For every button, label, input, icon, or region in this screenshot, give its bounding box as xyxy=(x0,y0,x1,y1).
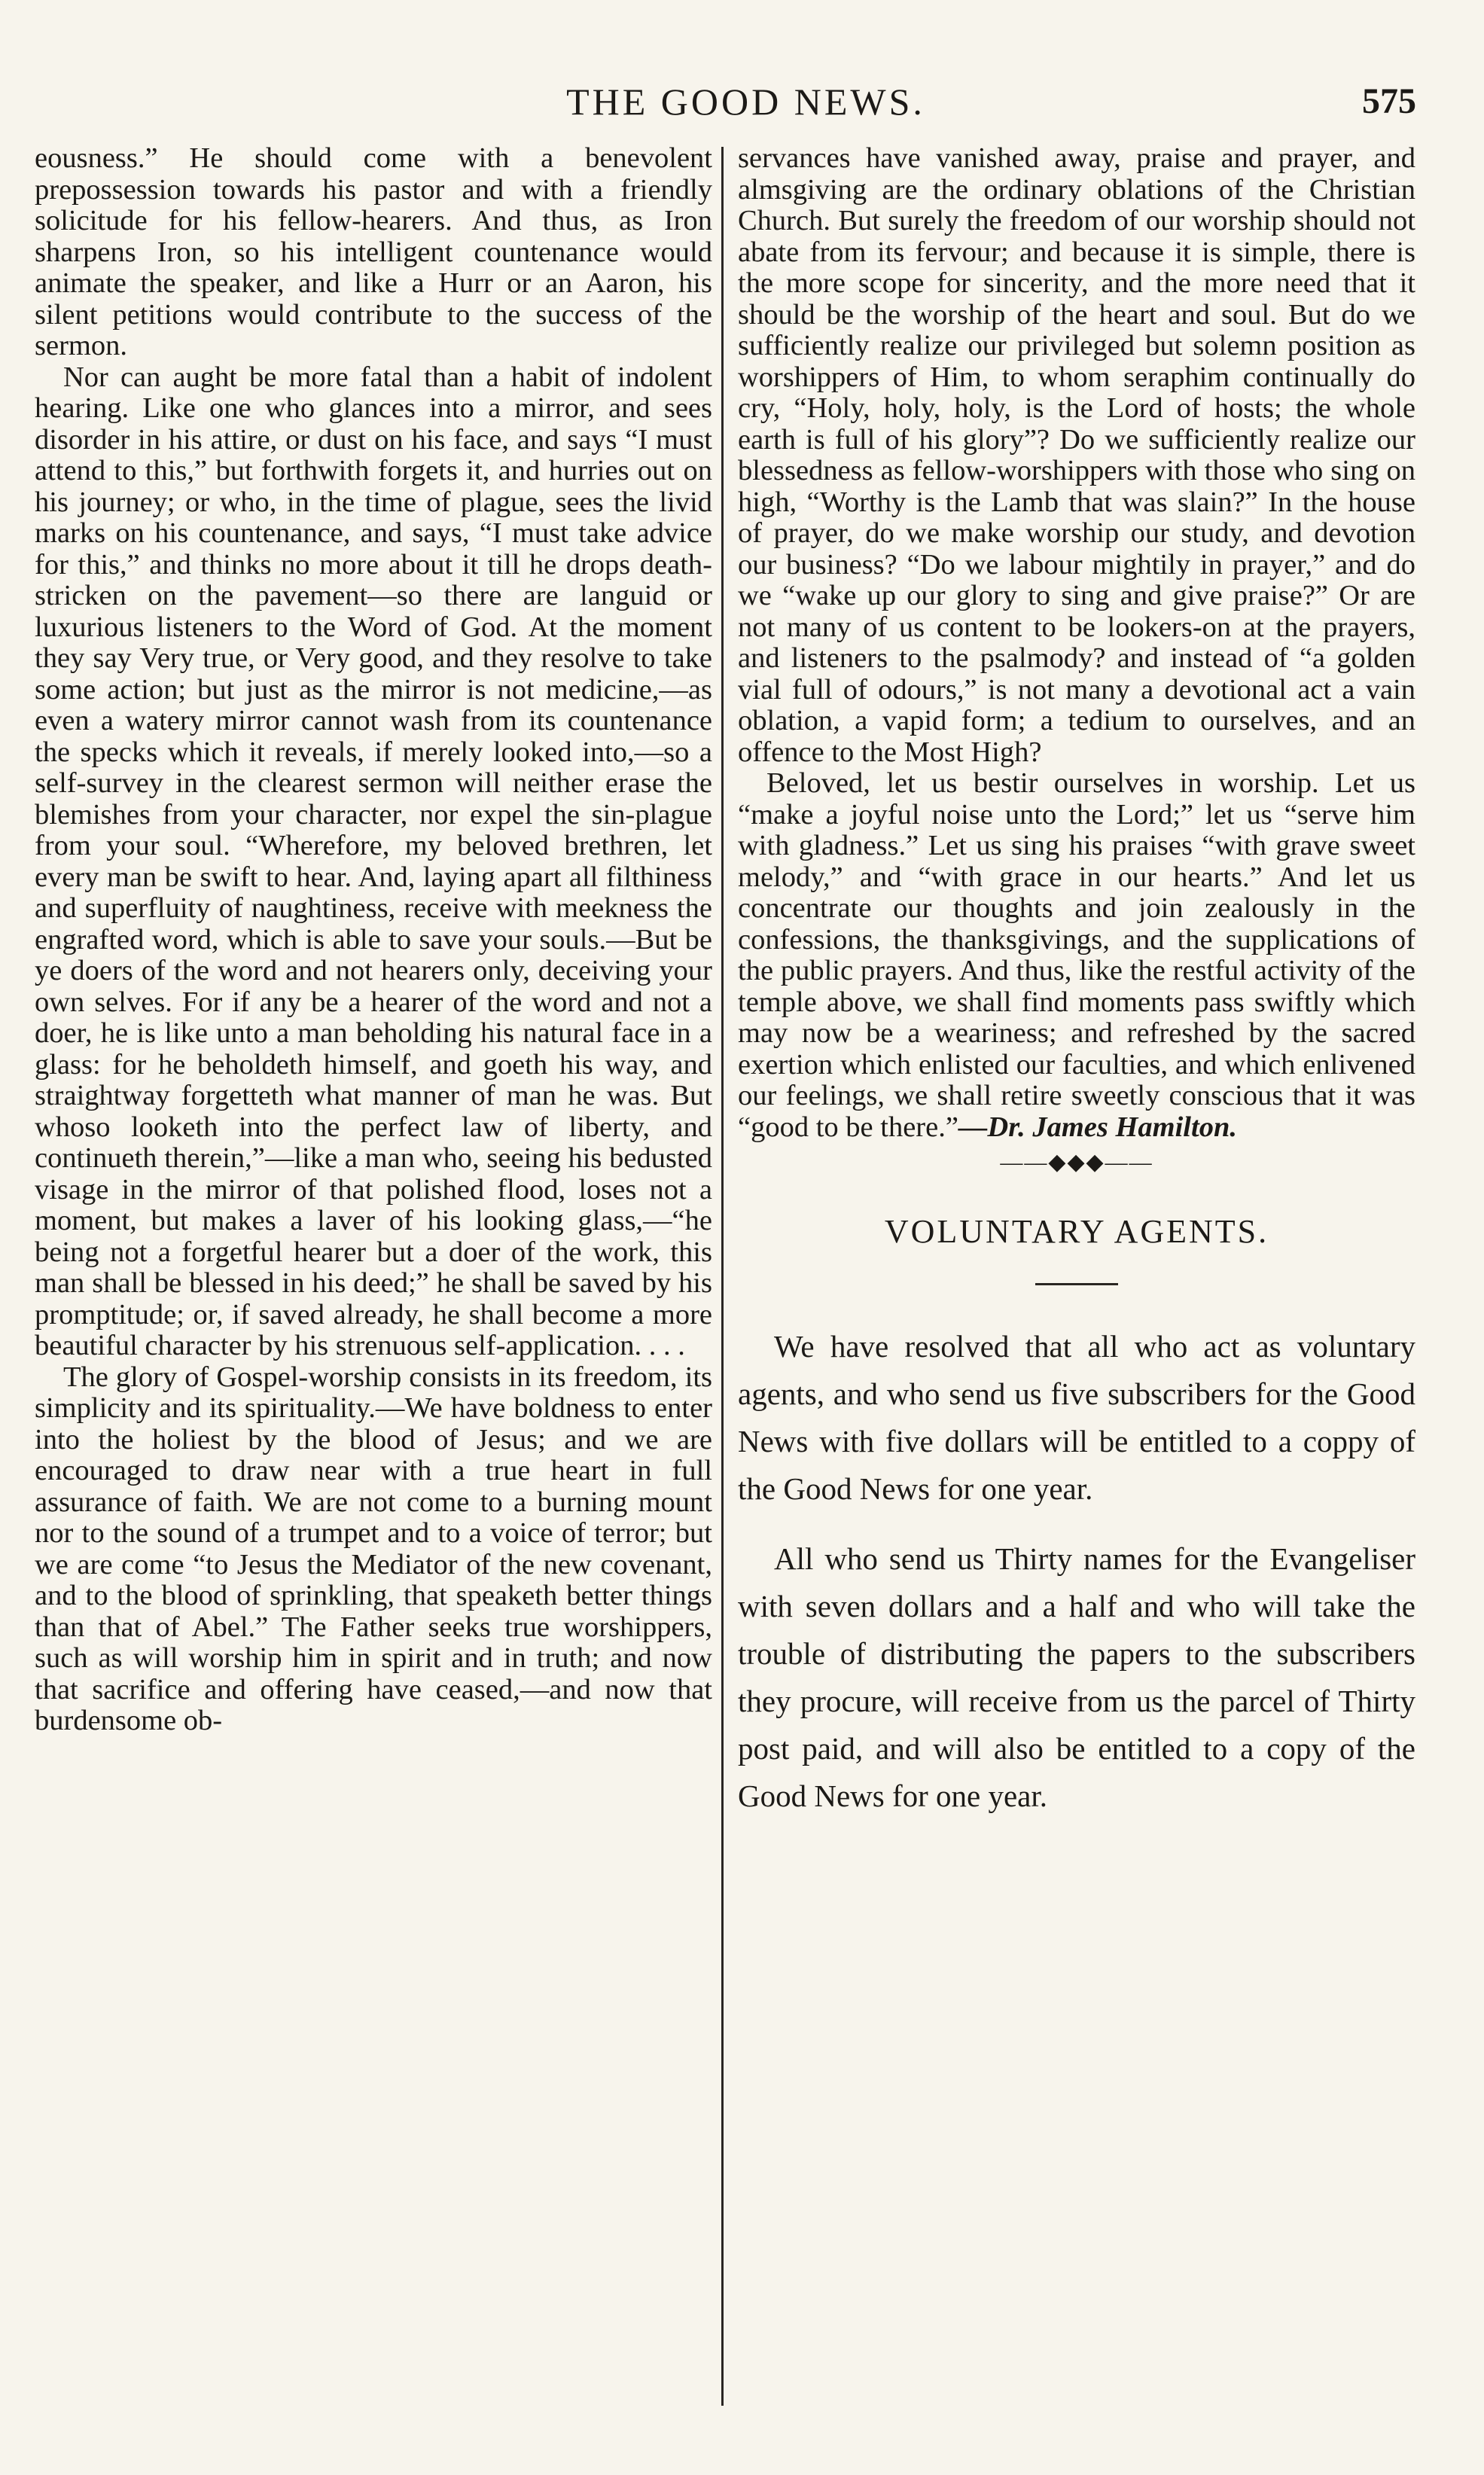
author-signature: —Dr. James Hamilton. xyxy=(958,1111,1237,1143)
left-column xyxy=(35,143,712,2417)
column-divider xyxy=(721,147,724,2406)
section-title: VOLUNTARY AGENTS. xyxy=(884,1213,1269,1250)
page-number: 575 xyxy=(1362,81,1416,121)
right-column xyxy=(738,143,1415,2447)
page-title: THE GOOD NEWS. xyxy=(566,81,925,123)
right-paragraph-2-text: Beloved, let us bestir ourselves in worship. Let us “make a joyful noise unto the Lord;” let us “serve him with gladness.” Let us sing his praises “with grave sweet melody,” and “with grace in our hearts.” And let us concentrate our thoughts and join zealously in the confessions, the thanksgivings, and the supplications of the public prayers. And thus, like the restful activity of the temple above, we shall find moments pass swiftly which may now be a weariness; and refreshed by the sacred exertion which enlisted our faculties, and which enlivened our feelings, we shall retire sweetly conscious that it was “good to be there.” xyxy=(738,767,1415,1143)
ornament-divider: ——◆◆◆—— xyxy=(1000,1150,1153,1175)
left-paragraph-1: eousness.” He should come with a benevolent prepossession towards his pastor and with a friendly solicitude for his fellow-hearers. And thus, as Iron sharpens Iron, so his intelligent countenance would animate the speaker, and like a Hurr or an Aaron, his silent petitions would contribute to the success of the sermon. xyxy=(35,143,712,361)
left-paragraph-2: Nor can aught be more fatal than a habit of indolent hearing. Like one who glances into a mirror, and sees disorder in his attire, or dust on his face, and says “I must attend to this,” but forthwith forgets it, and hurries out on his journey; or who, in the time of plague, sees the livid marks on his countenance, and says, “I must take advice for this,” and thinks no more about it till he drops death-stricken on the pavement—so there are languid or luxurious listeners to the Word of God. At the moment they say Very true, or Very good, and they resolve to take some action; but just as the mirror is not medicine,—as even a watery mirror cannot wash from its countenance the specks which it reveals, if merely looked into,—so a self-survey in the clearest sermon will neither erase the blemishes from your character, nor expel the sin-plague from your soul. “Wherefore, my beloved brethren, let every man be swift to hear. And, laying apart all filthiness and superfluity of naughtiness, receive with meekness the engrafted word, which is able to save your souls.—But be ye doers of the word and not hearers only, deceiving your own selves. For if any be a hearer of the word and not a doer, he is like unto a man beholding his natural face in a glass: for he beholdeth himself, and goeth his way, and straightway forgetteth what manner of man he was. But whoso looketh into the perfect law of liberty, and continueth therein,”—like a man who, seeing his bedusted visage in the mirror of that polished flood, loses not a moment, but makes a laver of his looking glass,—“he being not a forgetful hearer but a doer of the work, this man shall be blessed in his deed;” he shall be saved by his promptitude; or, if saved already, he shall become a more beautiful character by his strenuous self-application. . . . xyxy=(35,361,712,1361)
notice-paragraph-1: We have resolved that all who act as voluntary agents, and who send us five subscribers for the Good News with five dollars will be entitled to a coppy of the Good News for one year. xyxy=(738,1329,1415,1506)
right-paragraph-2 xyxy=(738,768,1415,1143)
left-paragraph-3: The glory of Gospel-worship consists in its freedom, its simplicity and its spirituality.—We have boldness to enter into the holiest by the blood of Jesus; and we are encouraged to draw near with a true heart in full assurance of faith. We are not come to a burning mount nor to the sound of a trumpet and to a voice of terror; but we are come “to Jesus the Mediator of the new covenant, and to the blood of sprinkling, that speaketh better things than that of Abel.” The Father seeks true worshippers, such as will worship him in spirit and in truth; and now that sacrifice and offering have ceased,—and now that burdensome ob- xyxy=(35,1361,712,1736)
notice-paragraph-2: All who send us Thirty names for the Evangeliser with seven dollars and a half and who will take the trouble of distributing the papers to the subscribers they procure, will receive from us the parcel of Thirty post paid, and will also be entitled to a copy of the Good News for one year. xyxy=(738,1541,1415,1813)
section-rule xyxy=(1035,1283,1118,1285)
running-head xyxy=(75,75,1416,136)
right-paragraph-1: servances have vanished away, praise and prayer, and almsgiving are the ordinary oblations of the Christian Church. But surely the freedom of our worship should not abate from its fervour; and because it is simple, there is the more scope for sincerity, and the more need that it should be the worship of the heart and soul. But do we sufficiently realize our privileged but solemn position as worshippers of Him, to whom seraphim continually do cry, “Holy, holy, holy, is the Lord of hosts; the whole earth is full of his glory”? Do we sufficiently realize our blessedness as fellow-worshippers with those who sing on high, “Worthy is the Lamb that was slain?” In the house of prayer, do we make worship our study, and devotion our business? “Do we labour mightily in prayer,” and do we “wake up our glory to sing and give praise?” Or are not many of us content to be lookers-on at the prayers, and listeners to the psalmody? and instead of “a golden vial full of odours,” is not many a devotional act a vain oblation, a vapid form; a tedium to ourselves, and an offence to the Most High? xyxy=(738,143,1415,768)
